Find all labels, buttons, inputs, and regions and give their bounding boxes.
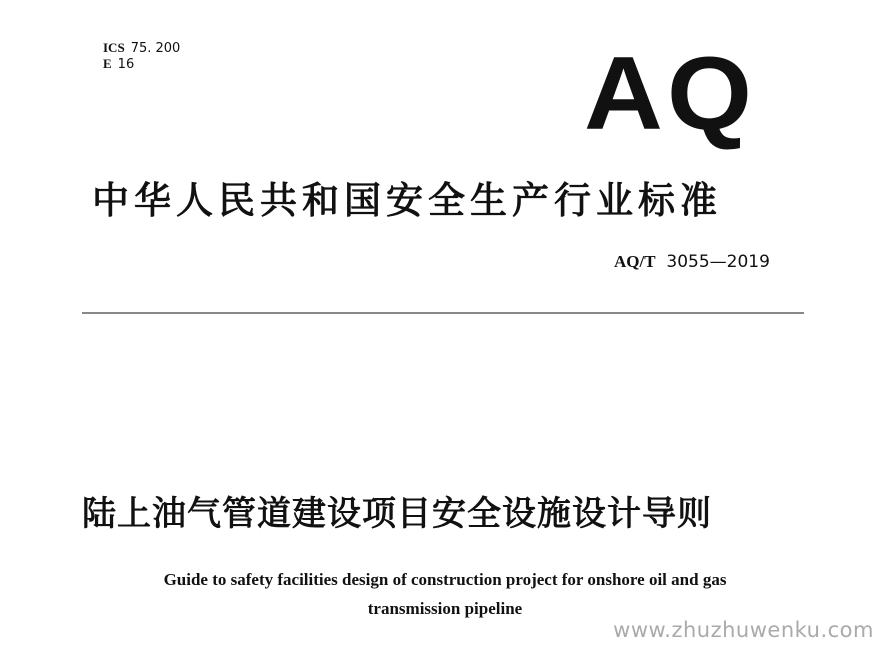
ics-label: ICS [103, 40, 125, 55]
e-code [103, 56, 134, 73]
standard-category: 中华人民共和国安全生产行业标准 [92, 179, 722, 222]
standard-prefix: AQ/T [614, 252, 656, 271]
divider [82, 312, 804, 314]
title-english-line1: Guide to safety facilities design of construction project for onshore oil and gas [163, 570, 727, 589]
e-value: 16 [117, 57, 135, 72]
title-chinese: 陆上油气管道建设项目安全设施设计导则 [82, 494, 712, 534]
aq-logo: AQ [584, 36, 757, 152]
watermark: www.zhuzhuwenku.com [613, 618, 874, 642]
e-label: E [103, 56, 112, 71]
ics-code [103, 40, 180, 57]
standard-number [614, 252, 770, 272]
ics-value: 75. 200 [130, 41, 181, 56]
standard-code: 3055—2019 [666, 252, 770, 272]
title-english-line2: transmission pipeline [367, 599, 523, 618]
title-english [0, 565, 882, 623]
